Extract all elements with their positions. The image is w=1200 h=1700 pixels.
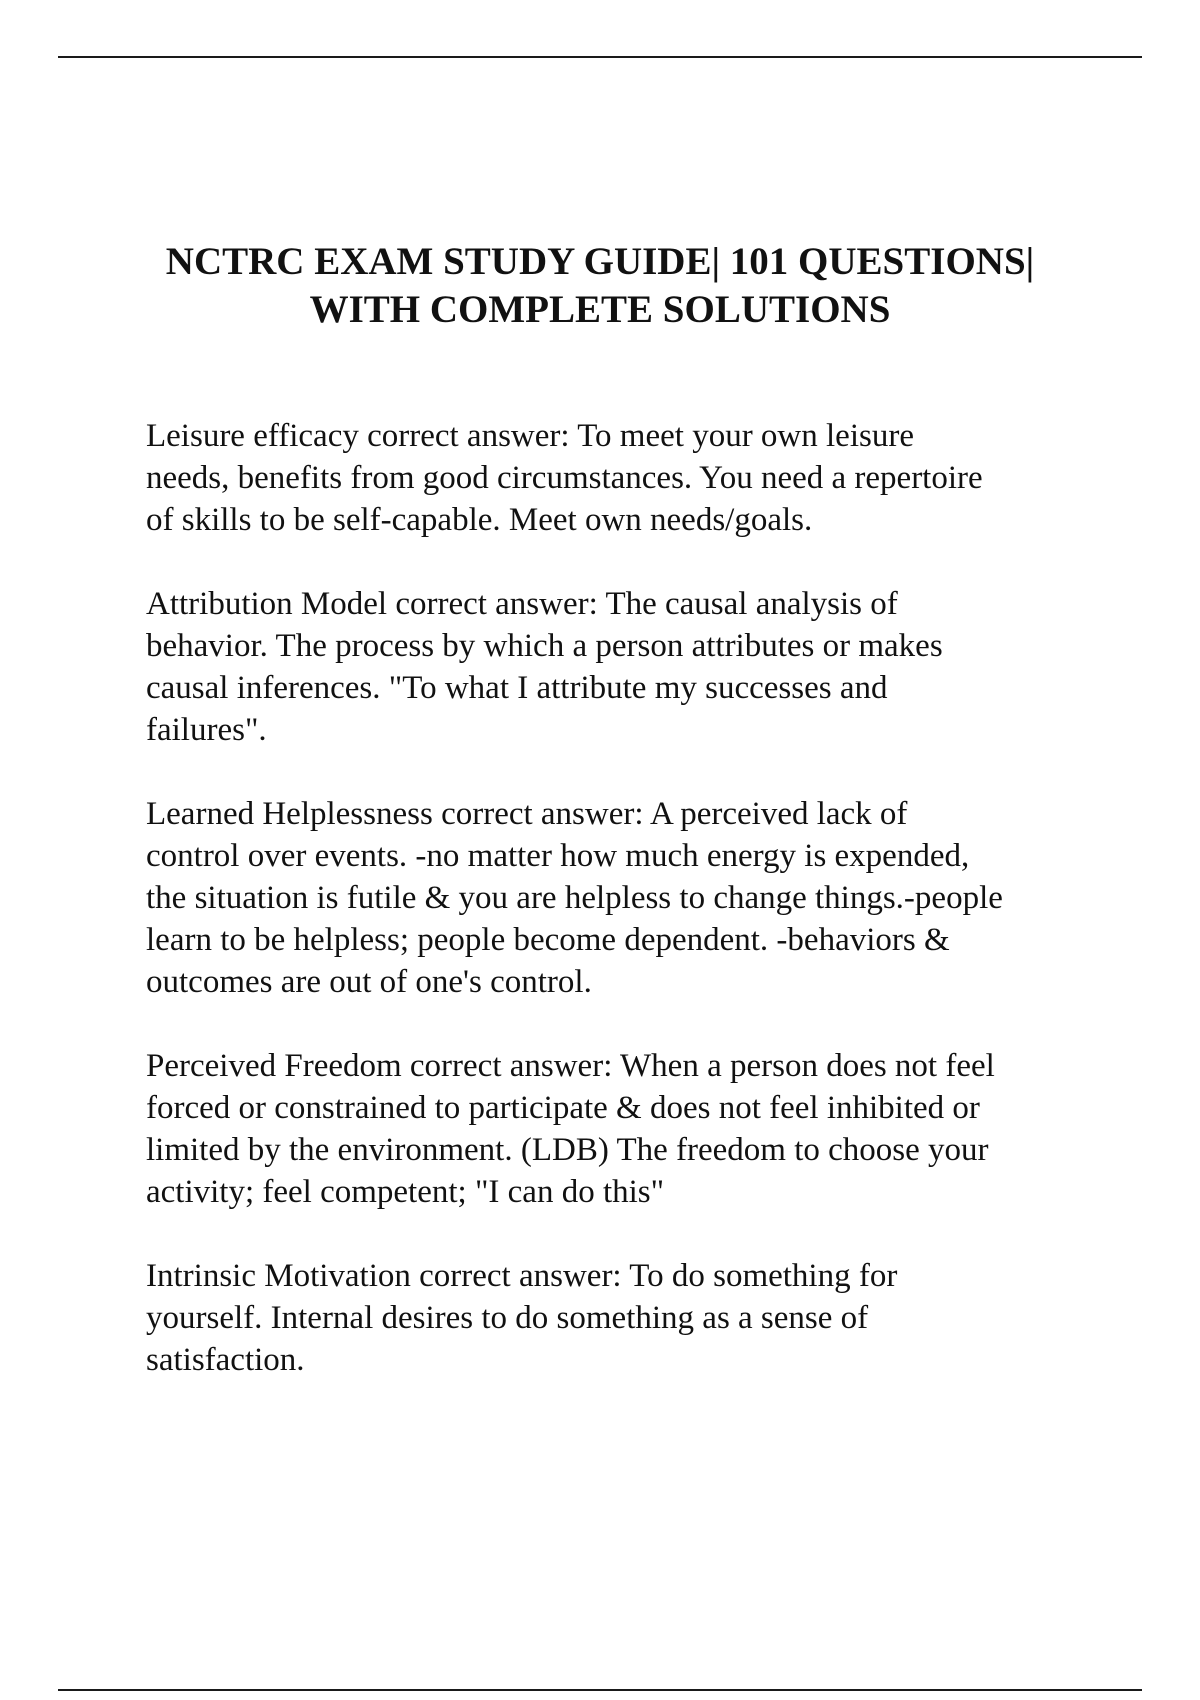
entry-line: Intrinsic Motivation correct answer: To do something for <box>146 1258 898 1294</box>
page-title <box>60 238 1140 334</box>
entry-line: Attribution Model correct answer: The causal analysis of <box>146 586 898 622</box>
entry-line: control over events. -no matter how much energy is expended, <box>146 838 970 874</box>
top-divider <box>58 56 1142 58</box>
entry-line: Learned Helplessness correct answer: A perceived lack of <box>146 796 908 832</box>
entry-line: learn to be helpless; people become dependent. -behaviors & <box>146 922 950 958</box>
entry-line: activity; feel competent; "I can do this" <box>146 1174 665 1210</box>
entry-line: yourself. Internal desires to do something as a sense of <box>146 1300 869 1336</box>
entry-line: needs, benefits from good circumstances. You need a repertoire <box>146 460 983 496</box>
entry-line: satisfaction. <box>146 1342 305 1378</box>
entry-learned-helplessness <box>146 793 1146 1003</box>
entry-line: failures". <box>146 712 267 748</box>
title-line: WITH COMPLETE SOLUTIONS <box>309 288 891 331</box>
entry-line: causal inferences. "To what I attribute my successes and <box>146 670 888 706</box>
entry-line: of skills to be self-capable. Meet own needs/goals. <box>146 502 813 538</box>
entry-line: Perceived Freedom correct answer: When a person does not feel <box>146 1048 995 1084</box>
entry-line: behavior. The process by which a person attributes or makes <box>146 628 943 664</box>
entry-intrinsic-motivation <box>146 1255 1146 1381</box>
entry-perceived-freedom <box>146 1045 1146 1213</box>
entry-line: Leisure efficacy correct answer: To meet your own leisure <box>146 418 914 454</box>
title-line: NCTRC EXAM STUDY GUIDE| 101 QUESTIONS| <box>165 240 1035 283</box>
study-entries <box>146 415 1146 1423</box>
entry-line: limited by the environment. (LDB) The freedom to choose your <box>146 1132 989 1168</box>
entry-leisure-efficacy <box>146 415 1146 541</box>
entry-line: the situation is futile & you are helpless to change things.-people <box>146 880 1003 916</box>
entry-attribution-model <box>146 583 1146 751</box>
entry-line: forced or constrained to participate & does not feel inhibited or <box>146 1090 980 1126</box>
entry-line: outcomes are out of one's control. <box>146 964 592 1000</box>
bottom-divider <box>58 1689 1142 1691</box>
